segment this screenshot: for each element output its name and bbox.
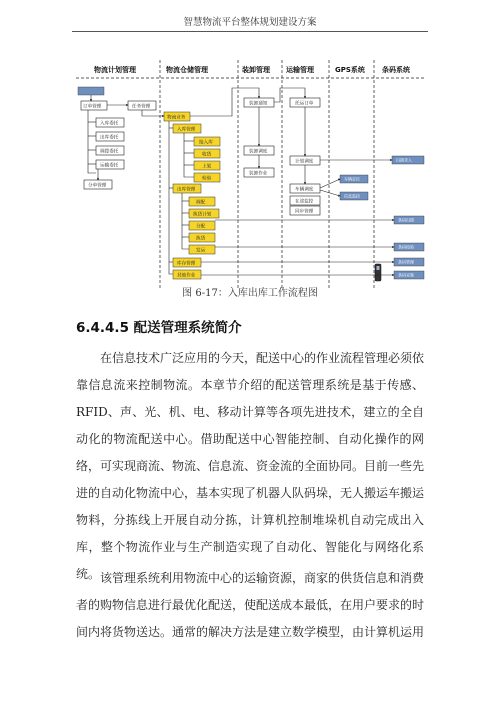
load-dispatch-label: 装卸调度 [249,149,268,155]
transfer-req-label: 调拨委托 [100,149,119,155]
transport-order-label: 托运订单 [295,101,314,107]
figure-caption: 图 6-17：入库出库工作流程图 [182,288,318,299]
gps-info-label: 信息监控 [344,193,360,199]
flow-arrow [142,110,164,116]
flow-arrow [320,179,340,188]
flow-line [182,193,189,249]
body-paragraph: 在信息技术广泛应用的今天，配送中心的作业流程管理必须依靠信息流来控制物流。本章节介绍的配送管理系统是基于传感、RFID、声、光、机、电、移动计算等各项先进技术，建立的全自动化的物流配送中心。借助配送中心智能控制、自动化操作的网络，可实现商流、物流、信息流、资金流的全面协同。目前一些先进的自动化物流中心，基本实现了机器人队码垛，无人搬运车搬运物料，分拣线上开展自动分拣，计算机控制堆垛机自动完成出入库，整个物流作业与生产制造实现了自动化、智能化与网络化系统。 [76,351,425,581]
shipping-label: 发运 [196,248,206,254]
load-notice-label: 装卸通知 [249,101,268,107]
flow-line [169,121,173,274]
lane-label: 装卸管理 [242,66,270,74]
sync-mgmt-label: 同步管理 [295,209,314,215]
dispatch-label: 分配 [196,224,206,230]
pick-plan-label: 拣货计划 [193,212,212,218]
flow-line [88,110,96,173]
outbound-req-label: 出库委托 [100,135,119,141]
inventory-mgmt-label: 库存管理 [177,261,196,267]
workflow-figure [76,58,426,290]
section-heading: 6.4.4.5 配送管理系统简介 [76,320,242,336]
vehicle-dispatch-label: 车辆调度 [295,187,314,193]
check-label: 收货 [202,152,212,158]
outbound-mgmt-label: 出库管理 [177,187,196,193]
lane-label: 条码系统 [382,66,410,74]
other-ops-label: 其他作业 [177,273,196,279]
barcode-label-1: 条码扫描 [398,217,414,223]
picking-label: 拣货 [196,236,206,242]
barcode-label-3: 条码管理 [398,259,414,265]
lane-label: 物流计划管理 [94,66,136,74]
barcode-label-4: 条码采集 [398,272,414,278]
order-mgmt-label: 订单管理 [83,104,102,110]
flow-arrow [320,190,340,196]
inbound-mgmt-label: 入库管理 [177,127,196,133]
task-mgmt-label: 任务管理 [132,104,151,110]
putaway-label: 上架 [202,164,212,170]
receive-label: 接入库 [199,140,213,146]
inbound-req-label: 入库委托 [100,121,119,127]
running-header: 智慧物流平台整体规划建设方案 [183,17,317,28]
on-way-label: 在途监控 [295,199,314,205]
inspect-label: 检验 [202,176,212,182]
body-paragraph: 该管理系统利用物流中心的运输资源，商家的供货信息和消费者的购物信息进行最优化配送，使配送成本最低，在用户要求的时间内将货物送达。通常的解决方法是建立数学模型，由计算机运用 [76,571,425,639]
workflow-diagram [76,58,426,290]
start-box [78,87,104,95]
plan-dispatch-label: 计划调度 [295,159,314,165]
wh-business-label: 物流业务 [167,115,186,121]
barcode-scan-label: 扫描录入 [396,157,412,163]
gps-track-label: 车辆定位 [344,176,360,182]
lane-label: 运输管理 [286,66,314,74]
load-ops-label: 装卸作业 [249,171,268,177]
split-mgmt-label: 分单管理 [88,183,107,189]
transport-req-label: 运输委托 [100,163,119,169]
scanner-screen-icon [377,266,380,270]
flow-line [184,133,194,177]
lane-label: GPS系统 [335,66,365,74]
barcode-label-2: 条码校验 [398,244,414,250]
lane-label: 物流仓储管理 [166,66,208,74]
allocate-label: 调配 [196,200,206,206]
header-rule [72,31,428,32]
